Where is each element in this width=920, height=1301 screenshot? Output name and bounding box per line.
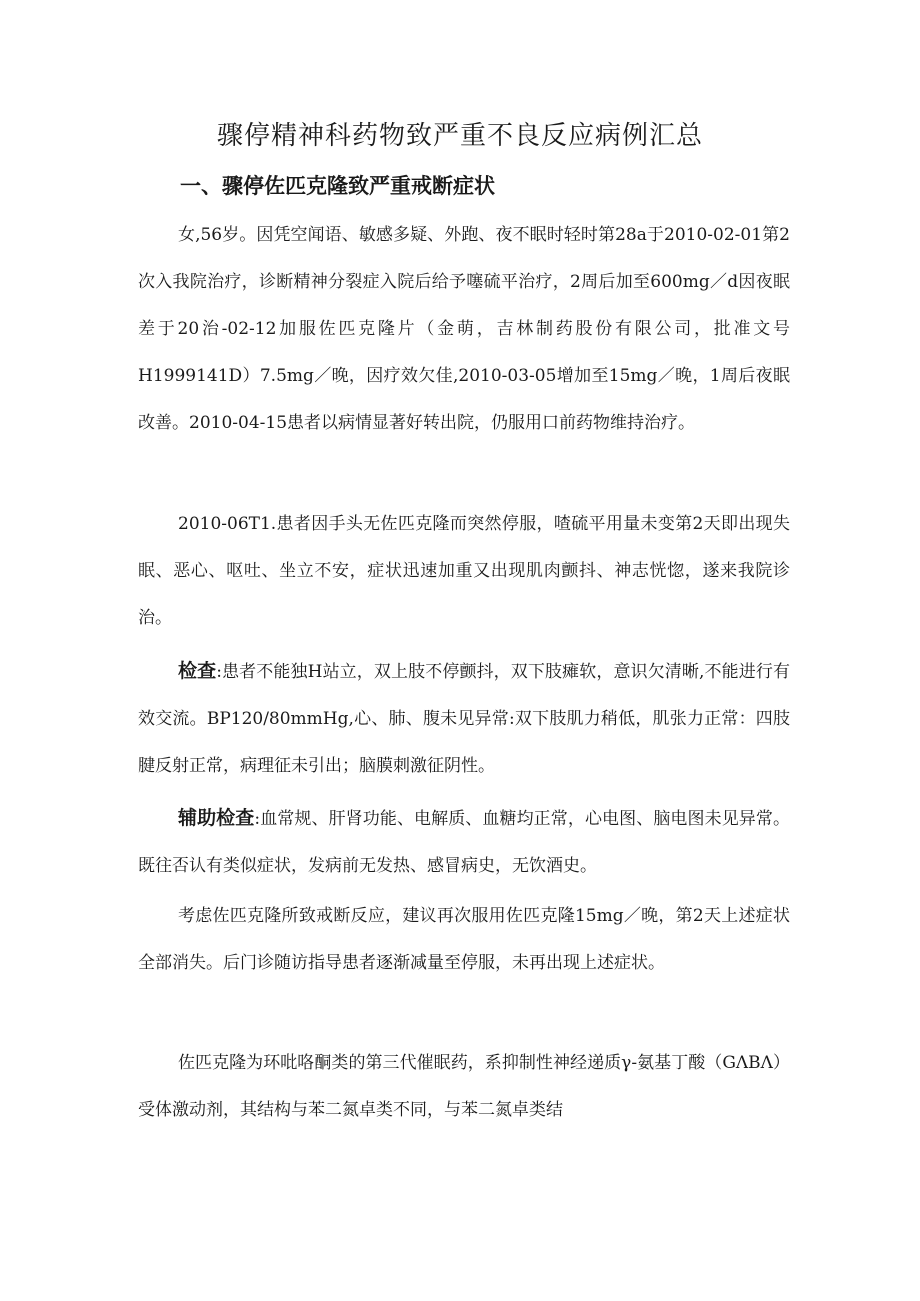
paragraph-auxiliary-examination <box>138 795 790 890</box>
document-title: 骤停精神科药物致严重不良反应病例汇总 <box>216 121 703 151</box>
examination-text: :患者不能独H站立，双上肢不停颤抖，双下肢瘫软，意识欠清晰,不能进行有效交流。BP120/80mmHg,心、肺、腹未见异常:双下肢肌力稍低，肌张力正常：四肢腱反射正常，病理征未引出；脑膜刺激征阴性。 <box>138 662 790 776</box>
auxiliary-examination-label: 辅助检查 <box>178 807 255 829</box>
auxiliary-examination-text: :血常规、肝肾功能、电解质、血糖均正常，心电图、脑电图未见异常。既往否认有类似症状，发病前无发热、感冒病史，无饮酒史。 <box>138 809 790 876</box>
paragraph-treatment: 考虑佐匹克隆所致戒断反应，建议再次服用佐匹克隆15mg／晚，第2天上述症状全部消失。后门诊随访指导患者逐渐减量至停服，未再出现上述症状。 <box>138 906 790 973</box>
paragraph-discussion: 佐匹克隆为环吡咯酮类的第三代催眠药，系抑制性神经递质γ-氨基丁酸（GΛBΛ）受体激动剂，其结构与苯二氮卓类不同，与苯二氮卓类结 <box>138 1053 790 1120</box>
section-heading: 一、骤停佐匹克隆致严重戒断症状 <box>180 174 495 198</box>
paragraph-examination <box>138 648 790 790</box>
paragraph-case-history: 女,56岁。因凭空闻语、敏感多疑、外跑、夜不眠时轻时第28a于2010-02-01第2次入我院治疗，诊断精神分裂症入院后给予噻硫平治疗，2周后加至600mg／d因夜眠差于20治-02-12加服佐匹克隆片（金萌，吉林制药股份有限公司，批准文号H1999141D）7.5mg／晚，因疗效欠佳,2010-03-05增加至15mg／晚，1周后夜眠改善。2010-04-15患者以病情显著好转出院，仍服用口前药物维持治疗。 <box>138 225 790 433</box>
examination-label: 检查 <box>178 660 217 682</box>
paragraph-withdrawal-onset: 2010-06T1.患者因手头无佐匹克隆而突然停服，喳硫平用量未变第2天即出现失眠、恶心、呕吐、坐立不安，症状迅速加重又出现肌肉颤抖、神志恍惚，遂来我院诊治。 <box>138 514 790 628</box>
